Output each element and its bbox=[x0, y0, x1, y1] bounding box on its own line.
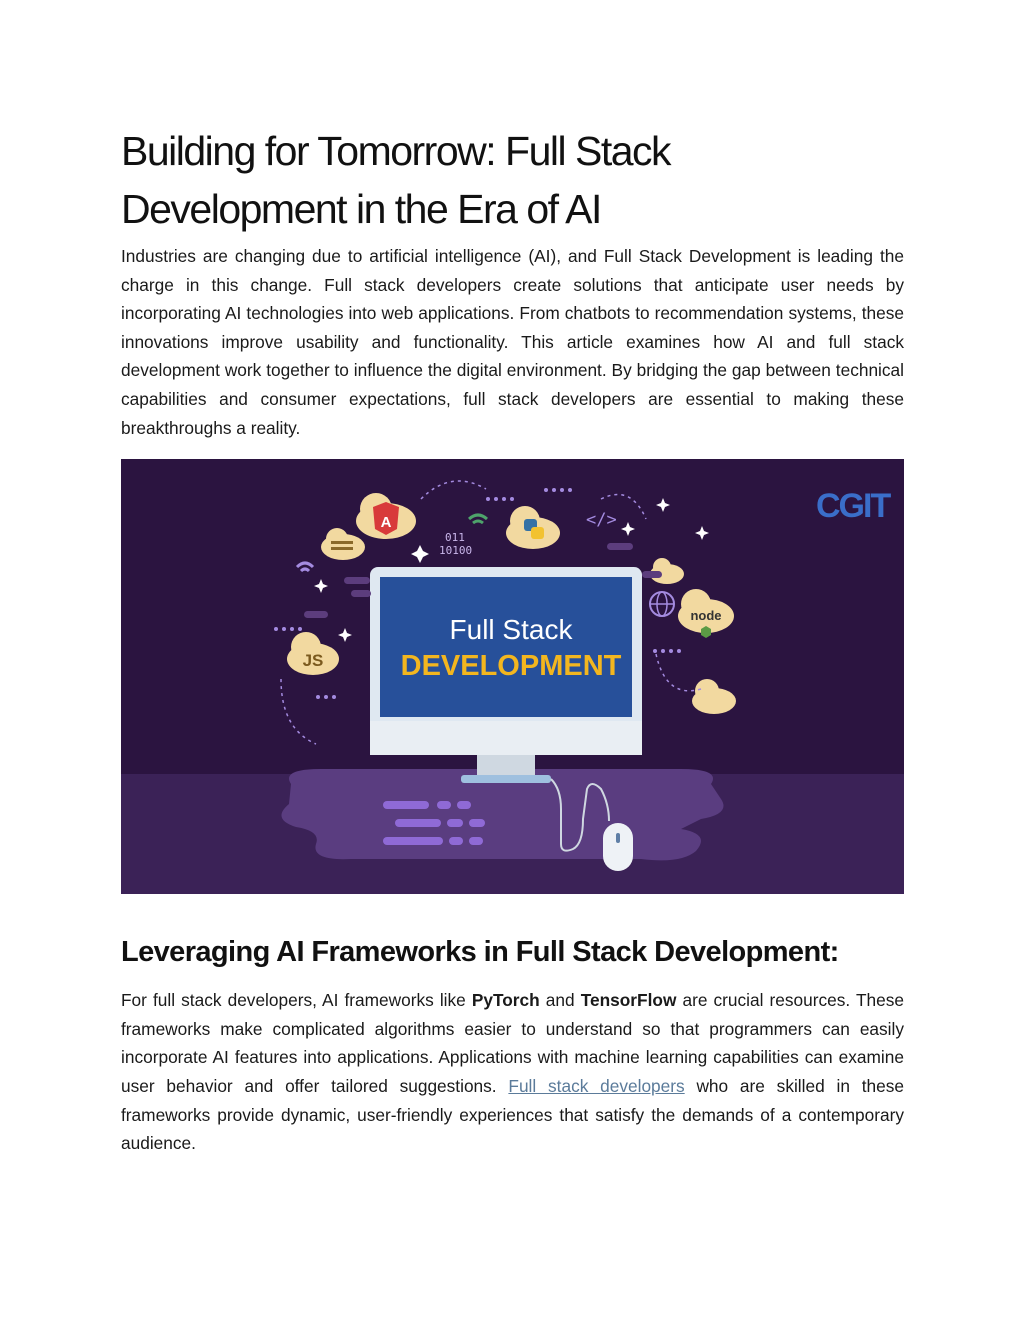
section-text: are crucial resources. These frameworks make complicated algorithms easier to understand so that programmers can easily incorporate AI features into applications. Applications with machine learning capabilities can examine user behavior and offer tailored suggestions. bbox=[121, 990, 905, 1096]
section-text: For full stack developers, AI frameworks like bbox=[121, 990, 472, 1011]
binary-text: 10100 bbox=[439, 544, 473, 558]
full-stack-developers-link[interactable]: Full stack developers bbox=[508, 1075, 685, 1096]
hero-illustration bbox=[121, 459, 904, 894]
svg-text:CGIT: CGIT bbox=[816, 487, 890, 526]
screen-title: Full Stack bbox=[449, 614, 573, 646]
tensorflow-term: TensorFlow bbox=[580, 990, 677, 1011]
section-text: and bbox=[539, 990, 581, 1011]
document-page bbox=[121, 122, 904, 1158]
title-line-2: Development in the Era of AI bbox=[121, 186, 601, 232]
cgit-logo bbox=[816, 487, 891, 525]
title-line-1: Building for Tomorrow: Full Stack bbox=[121, 128, 671, 174]
svg-text:node: node bbox=[690, 608, 722, 624]
section-text: who are skilled in these frameworks provide dynamic, user-friendly experiences that satisfy the demands of a contemporary audience. bbox=[121, 1075, 904, 1154]
article-title bbox=[121, 122, 904, 238]
binary-text: 011 bbox=[445, 531, 465, 545]
svg-text:JS: JS bbox=[302, 651, 324, 671]
code-tag-icon: </> bbox=[586, 510, 617, 531]
svg-text:A: A bbox=[380, 514, 392, 532]
section-paragraph bbox=[121, 986, 904, 1158]
monitor bbox=[370, 567, 642, 783]
pytorch-term: PyTorch bbox=[471, 990, 540, 1011]
screen-subtitle: DEVELOPMENT bbox=[400, 650, 622, 683]
section-heading: Leveraging AI Frameworks in Full Stack Development: bbox=[121, 936, 839, 969]
intro-paragraph: Industries are changing due to artificial intelligence (AI), and Full Stack Development is leading the charge in this change. Full stack developers create solutions that anticipate user needs by incorporating AI technologies into web applications. From chatbots to recommendation systems, these innovations improve usability and functionality. This article examines how AI and full stack development work together to influence the digital environment. By bridging the gap between technical capabilities and consumer expectations, full stack developers are essential to making these breakthroughs a reality. bbox=[121, 246, 904, 438]
mouse-icon bbox=[603, 823, 633, 871]
